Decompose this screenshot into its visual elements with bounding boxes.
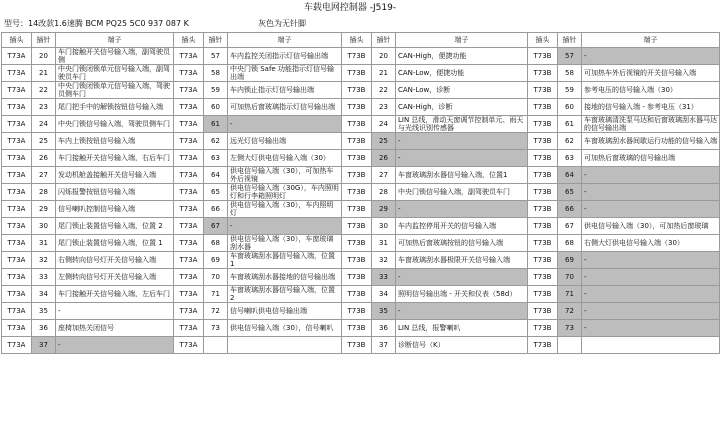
- pin-number-cell: 72: [558, 303, 582, 320]
- terminal-description-cell: 车内锁止指示灯信号输出端: [228, 82, 342, 99]
- terminal-description-cell: 车内监控停用开关的信号输入端: [396, 218, 528, 235]
- connector-header: 插头: [2, 33, 32, 48]
- pin-number-cell: 29: [32, 201, 56, 218]
- terminal-description-cell: LIN 总线，报警喇叭: [396, 320, 528, 337]
- pin-number-cell: 28: [372, 184, 396, 201]
- connector-cell: T73B: [528, 82, 558, 99]
- pin-number-cell: 57: [558, 48, 582, 65]
- connector-cell: T73B: [342, 65, 372, 82]
- connector-cell: T73A: [174, 269, 204, 286]
- table-row: [2, 303, 720, 320]
- terminal-description-cell: 供电信号输入端（30G），车内照明灯和行李箱照明灯: [228, 184, 342, 201]
- terminal-description-cell: 发动机舱盖接触开关信号输入端: [56, 167, 174, 184]
- terminal-description-cell: -: [582, 48, 720, 65]
- connector-cell: T73A: [174, 218, 204, 235]
- table-row: [2, 218, 720, 235]
- terminal-description-cell: -: [582, 269, 720, 286]
- terminal-description-cell: -: [582, 303, 720, 320]
- connector-cell: T73B: [342, 150, 372, 167]
- pin-number-cell: 69: [558, 252, 582, 269]
- table-row: [2, 116, 720, 133]
- terminal-description-cell: 供电信号输入端（30），车窗玻璃刮水器: [228, 235, 342, 252]
- pin-number-cell: 36: [372, 320, 396, 337]
- connector-cell: T73B: [342, 320, 372, 337]
- terminal-description-cell: 中央门锁信号输入端，驾驶员侧车门: [56, 116, 174, 133]
- pin-number-cell: 32: [32, 252, 56, 269]
- terminal-description-cell: 供电信号输入端（30），车内照明灯: [228, 201, 342, 218]
- terminal-description-cell: 车窗玻璃刮水器信号输入端，位置1: [228, 252, 342, 269]
- terminal-description-cell: -: [582, 201, 720, 218]
- connector-cell: T73B: [528, 235, 558, 252]
- table-row: [2, 252, 720, 269]
- pin-number-cell: 33: [372, 269, 396, 286]
- pin-number-cell: [204, 337, 228, 354]
- connector-cell: T73A: [2, 201, 32, 218]
- pin-number-cell: 62: [558, 133, 582, 150]
- terminal-description-cell: 信号喇叭供电信号输出端: [228, 303, 342, 320]
- connector-cell: T73B: [528, 218, 558, 235]
- terminal-description-cell: 尾门锁止装置信号输入端，位置 1: [56, 235, 174, 252]
- connector-cell: T73A: [174, 252, 204, 269]
- terminal-description-cell: -: [396, 269, 528, 286]
- terminal-header: 端子: [582, 33, 720, 48]
- connector-cell: T73B: [342, 286, 372, 303]
- connector-cell: T73B: [342, 252, 372, 269]
- terminal-description-cell: -: [582, 286, 720, 303]
- pin-number-cell: 71: [204, 286, 228, 303]
- pin-number-cell: 35: [32, 303, 56, 320]
- connector-cell: T73A: [174, 337, 204, 354]
- pin-number-cell: 64: [558, 167, 582, 184]
- connector-cell: T73B: [528, 99, 558, 116]
- terminal-description-cell: 中央门锁 Safe 功能指示灯信号输出端: [228, 65, 342, 82]
- connector-cell: T73B: [528, 150, 558, 167]
- terminal-description-cell: CAN-Low，便捷功能: [396, 65, 528, 82]
- table-row: [2, 82, 720, 99]
- connector-cell: T73A: [174, 82, 204, 99]
- terminal-description-cell: 车窗玻璃刮水器信号输入端，位置1: [396, 167, 528, 184]
- terminal-description-cell: 车窗玻璃刮水器信号输入端，位置2: [228, 286, 342, 303]
- terminal-description-cell: 可加热后窗玻璃按钮的信号输入端: [396, 235, 528, 252]
- terminal-description-cell: 照明信号输出端 - 开关和仪表（58d）: [396, 286, 528, 303]
- pin-number-cell: 33: [32, 269, 56, 286]
- table-row: [2, 269, 720, 286]
- terminal-description-cell: 车窗玻璃刮水器接地的信号输出端: [228, 269, 342, 286]
- terminal-description-cell: CAN-High，诊断: [396, 99, 528, 116]
- table-row: [2, 337, 720, 354]
- pin-number-cell: 60: [204, 99, 228, 116]
- pin-number-cell: 22: [32, 82, 56, 99]
- connector-cell: T73B: [342, 167, 372, 184]
- terminal-description-cell: 供电信号输入端（30），信号喇叭: [228, 320, 342, 337]
- table-row: [2, 286, 720, 303]
- connector-cell: T73A: [2, 167, 32, 184]
- terminal-description-cell: [582, 337, 720, 354]
- terminal-header: 端子: [56, 33, 174, 48]
- pin-number-cell: 66: [204, 201, 228, 218]
- pin-number-cell: 61: [204, 116, 228, 133]
- table-row: [2, 99, 720, 116]
- terminal-description-cell: 诊断信号（K）: [396, 337, 528, 354]
- connector-cell: T73B: [528, 116, 558, 133]
- terminal-description-cell: -: [56, 337, 174, 354]
- connector-cell: T73A: [2, 235, 32, 252]
- terminal-description-cell: 车门接触开关信号输入端，左后车门: [56, 286, 174, 303]
- terminal-description-cell: 左侧大灯供电信号输入端（30）: [228, 150, 342, 167]
- connector-cell: T73A: [174, 150, 204, 167]
- table-row: [2, 65, 720, 82]
- connector-cell: T73B: [528, 286, 558, 303]
- terminal-description-cell: 中央门锁信号输入端，副驾驶员车门: [396, 184, 528, 201]
- terminal-header: 端子: [396, 33, 528, 48]
- connector-cell: T73B: [342, 116, 372, 133]
- connector-cell: T73B: [342, 48, 372, 65]
- terminal-description-cell: 尾门把手中的解锁按钮信号输入端: [56, 99, 174, 116]
- pin-number-cell: 20: [372, 48, 396, 65]
- connector-cell: T73B: [342, 269, 372, 286]
- connector-cell: T73A: [2, 116, 32, 133]
- terminal-description-cell: 供电信号输入端（30），可加热车外后视镜: [228, 167, 342, 184]
- terminal-description-cell: 供电信号输入端（30），可加热后窗玻璃: [582, 218, 720, 235]
- pin-table-body: [2, 48, 720, 354]
- terminal-description-cell: -: [56, 303, 174, 320]
- terminal-description-cell: 闪烁报警按钮信号输入端: [56, 184, 174, 201]
- pin-number-cell: 71: [558, 286, 582, 303]
- connector-cell: T73A: [2, 150, 32, 167]
- connector-cell: T73A: [174, 320, 204, 337]
- terminal-description-cell: 接地的信号输入端 - 参考电压（31）: [582, 99, 720, 116]
- connector-cell: T73A: [174, 99, 204, 116]
- connector-cell: T73A: [2, 184, 32, 201]
- table-row: [2, 133, 720, 150]
- pin-number-cell: 37: [32, 337, 56, 354]
- terminal-description-cell: 左侧转向信号灯开关信号输入端: [56, 269, 174, 286]
- pin-number-cell: 34: [32, 286, 56, 303]
- terminal-description-cell: CAN-High，便捷功能: [396, 48, 528, 65]
- pin-number-cell: 59: [558, 82, 582, 99]
- terminal-description-cell: 座椅加热关闭信号: [56, 320, 174, 337]
- connector-cell: T73B: [528, 184, 558, 201]
- terminal-description-cell: -: [582, 167, 720, 184]
- terminal-description-cell: 可加热后窗玻璃的信号输出端: [582, 150, 720, 167]
- connector-cell: T73A: [2, 286, 32, 303]
- pin-number-cell: 20: [32, 48, 56, 65]
- pin-number-cell: 64: [204, 167, 228, 184]
- pin-number-cell: 62: [204, 133, 228, 150]
- connector-cell: T73A: [2, 133, 32, 150]
- terminal-description-cell: 右侧转向信号灯开关信号输入端: [56, 252, 174, 269]
- terminal-description-cell: 车门接触开关信号输入端，右后车门: [56, 150, 174, 167]
- pin-number-cell: 29: [372, 201, 396, 218]
- table-row: [2, 201, 720, 218]
- pin-header: 插针: [204, 33, 228, 48]
- pin-number-cell: 57: [204, 48, 228, 65]
- pin-number-cell: 70: [558, 269, 582, 286]
- pin-header: 插针: [32, 33, 56, 48]
- pin-number-cell: 68: [558, 235, 582, 252]
- pin-number-cell: 21: [32, 65, 56, 82]
- connector-cell: T73B: [342, 337, 372, 354]
- pin-number-cell: 36: [32, 320, 56, 337]
- terminal-description-cell: 中央门锁闭锁单元信号输入端，驾驶员侧车门: [56, 82, 174, 99]
- terminal-description-cell: -: [396, 201, 528, 218]
- pin-number-cell: 26: [372, 150, 396, 167]
- terminal-description-cell: -: [582, 184, 720, 201]
- table-row: [2, 48, 720, 65]
- pin-number-cell: 26: [32, 150, 56, 167]
- table-row: [2, 150, 720, 167]
- connector-cell: T73B: [342, 303, 372, 320]
- pin-number-cell: 31: [32, 235, 56, 252]
- grey-legend-note: 灰色为无针脚: [258, 19, 306, 28]
- terminal-description-cell: 车窗玻璃刮水器极限开关信号输入端: [396, 252, 528, 269]
- connector-cell: T73B: [342, 201, 372, 218]
- pin-number-cell: 21: [372, 65, 396, 82]
- connector-cell: T73B: [342, 99, 372, 116]
- connector-cell: T73A: [2, 99, 32, 116]
- connector-cell: T73B: [528, 269, 558, 286]
- terminal-description-cell: 参考电压的信号输入端（30）: [582, 82, 720, 99]
- connector-cell: T73B: [342, 133, 372, 150]
- table-row: [2, 167, 720, 184]
- terminal-description-cell: -: [396, 150, 528, 167]
- connector-cell: T73A: [174, 201, 204, 218]
- meta-line: [0, 16, 700, 32]
- terminal-description-cell: -: [396, 303, 528, 320]
- pin-number-cell: 35: [372, 303, 396, 320]
- table-row: [2, 184, 720, 201]
- terminal-description-cell: 信号喇叭控制信号输入端: [56, 201, 174, 218]
- connector-cell: T73A: [2, 82, 32, 99]
- pin-number-cell: 58: [204, 65, 228, 82]
- pin-number-cell: 60: [558, 99, 582, 116]
- terminal-description-cell: -: [582, 320, 720, 337]
- terminal-description-cell: 可加热后窗玻璃指示灯信号输出端: [228, 99, 342, 116]
- pin-number-cell: 65: [204, 184, 228, 201]
- pin-number-cell: 34: [372, 286, 396, 303]
- terminal-description-cell: -: [396, 133, 528, 150]
- terminal-description-cell: 尾门锁止装置信号输入端，位置 2: [56, 218, 174, 235]
- pin-number-cell: 59: [204, 82, 228, 99]
- terminal-description-cell: 车门接触开关信号输入端，副驾驶员侧: [56, 48, 174, 65]
- terminal-description-cell: 车窗玻璃刮水器间歇运行功能的信号输入端: [582, 133, 720, 150]
- pin-header: 插针: [558, 33, 582, 48]
- connector-cell: T73B: [342, 235, 372, 252]
- pin-number-cell: 67: [558, 218, 582, 235]
- pin-number-cell: 65: [558, 184, 582, 201]
- connector-cell: T73B: [528, 337, 558, 354]
- connector-cell: T73B: [528, 133, 558, 150]
- connector-cell: T73A: [2, 252, 32, 269]
- terminal-description-cell: 可加热车外后视镜的开关信号输入端: [582, 65, 720, 82]
- connector-header: 插头: [528, 33, 558, 48]
- pin-header: 插针: [372, 33, 396, 48]
- pin-number-cell: 24: [372, 116, 396, 133]
- connector-cell: T73A: [174, 303, 204, 320]
- table-row: [2, 235, 720, 252]
- pin-number-cell: 63: [204, 150, 228, 167]
- pin-number-cell: 37: [372, 337, 396, 354]
- pin-number-cell: 73: [204, 320, 228, 337]
- page-title: 车载电网控制器 -J519-: [303, 3, 397, 13]
- connector-cell: T73B: [528, 201, 558, 218]
- connector-cell: T73B: [528, 320, 558, 337]
- model-info: 型号：14改款1.6速腾 BCM PQ25 5C0 937 087 K: [4, 19, 189, 28]
- connector-cell: T73B: [528, 252, 558, 269]
- pin-number-cell: 23: [32, 99, 56, 116]
- connector-header: 插头: [174, 33, 204, 48]
- pin-number-cell: 31: [372, 235, 396, 252]
- connector-cell: T73A: [174, 235, 204, 252]
- terminal-description-cell: CAN-Low，诊断: [396, 82, 528, 99]
- connector-cell: T73A: [2, 48, 32, 65]
- terminal-description-cell: -: [228, 116, 342, 133]
- connector-cell: T73A: [174, 184, 204, 201]
- pin-number-cell: 73: [558, 320, 582, 337]
- terminal-description-cell: -: [582, 252, 720, 269]
- terminal-description-cell: 中央门锁闭锁单元信号输入端，副驾驶员车门: [56, 65, 174, 82]
- pin-number-cell: 72: [204, 303, 228, 320]
- terminal-description-cell: 右侧大灯供电信号输入端（30）: [582, 235, 720, 252]
- connector-cell: T73A: [2, 303, 32, 320]
- pin-number-cell: 30: [32, 218, 56, 235]
- pin-number-cell: 61: [558, 116, 582, 133]
- pin-number-cell: 22: [372, 82, 396, 99]
- terminal-description-cell: [228, 337, 342, 354]
- connector-cell: T73B: [342, 184, 372, 201]
- terminal-header: 端子: [228, 33, 342, 48]
- pin-number-cell: 25: [372, 133, 396, 150]
- connector-cell: T73B: [528, 48, 558, 65]
- connector-cell: T73B: [342, 82, 372, 99]
- connector-cell: T73A: [174, 133, 204, 150]
- connector-cell: T73A: [2, 269, 32, 286]
- pin-number-cell: 27: [372, 167, 396, 184]
- pin-number-cell: 70: [204, 269, 228, 286]
- terminal-description-cell: -: [228, 218, 342, 235]
- pin-number-cell: 25: [32, 133, 56, 150]
- connector-cell: T73A: [2, 65, 32, 82]
- connector-cell: T73B: [528, 167, 558, 184]
- connector-header: 插头: [342, 33, 372, 48]
- connector-cell: T73A: [2, 337, 32, 354]
- pin-number-cell: 58: [558, 65, 582, 82]
- pin-number-cell: 68: [204, 235, 228, 252]
- pin-number-cell: 63: [558, 150, 582, 167]
- pin-number-cell: 28: [32, 184, 56, 201]
- pin-number-cell: [558, 337, 582, 354]
- pin-number-cell: 24: [32, 116, 56, 133]
- terminal-description-cell: LIN 总线，滑动天窗调节控制单元、雨天与光线识别传感器: [396, 116, 528, 133]
- pin-table: [1, 32, 720, 354]
- pin-number-cell: 27: [32, 167, 56, 184]
- pin-number-cell: 67: [204, 218, 228, 235]
- terminal-description-cell: 车内上锁按钮信号输入端: [56, 133, 174, 150]
- connector-cell: T73A: [174, 286, 204, 303]
- table-row: [2, 320, 720, 337]
- terminal-description-cell: 远光灯信号输出端: [228, 133, 342, 150]
- connector-cell: T73A: [2, 320, 32, 337]
- pin-number-cell: 30: [372, 218, 396, 235]
- connector-cell: T73B: [528, 303, 558, 320]
- connector-cell: T73A: [174, 65, 204, 82]
- connector-cell: T73A: [174, 48, 204, 65]
- pin-number-cell: 32: [372, 252, 396, 269]
- pin-number-cell: 66: [558, 201, 582, 218]
- connector-cell: T73A: [174, 167, 204, 184]
- terminal-description-cell: 车内监控关闭指示灯信号输出端: [228, 48, 342, 65]
- pin-number-cell: 69: [204, 252, 228, 269]
- header-row: [2, 33, 720, 48]
- connector-cell: T73A: [174, 116, 204, 133]
- connector-cell: T73B: [528, 65, 558, 82]
- pin-number-cell: 23: [372, 99, 396, 116]
- connector-cell: T73A: [2, 218, 32, 235]
- terminal-description-cell: 车窗玻璃清洗泵马达和后窗玻璃刮水器马达的信号输出端: [582, 116, 720, 133]
- connector-cell: T73B: [342, 218, 372, 235]
